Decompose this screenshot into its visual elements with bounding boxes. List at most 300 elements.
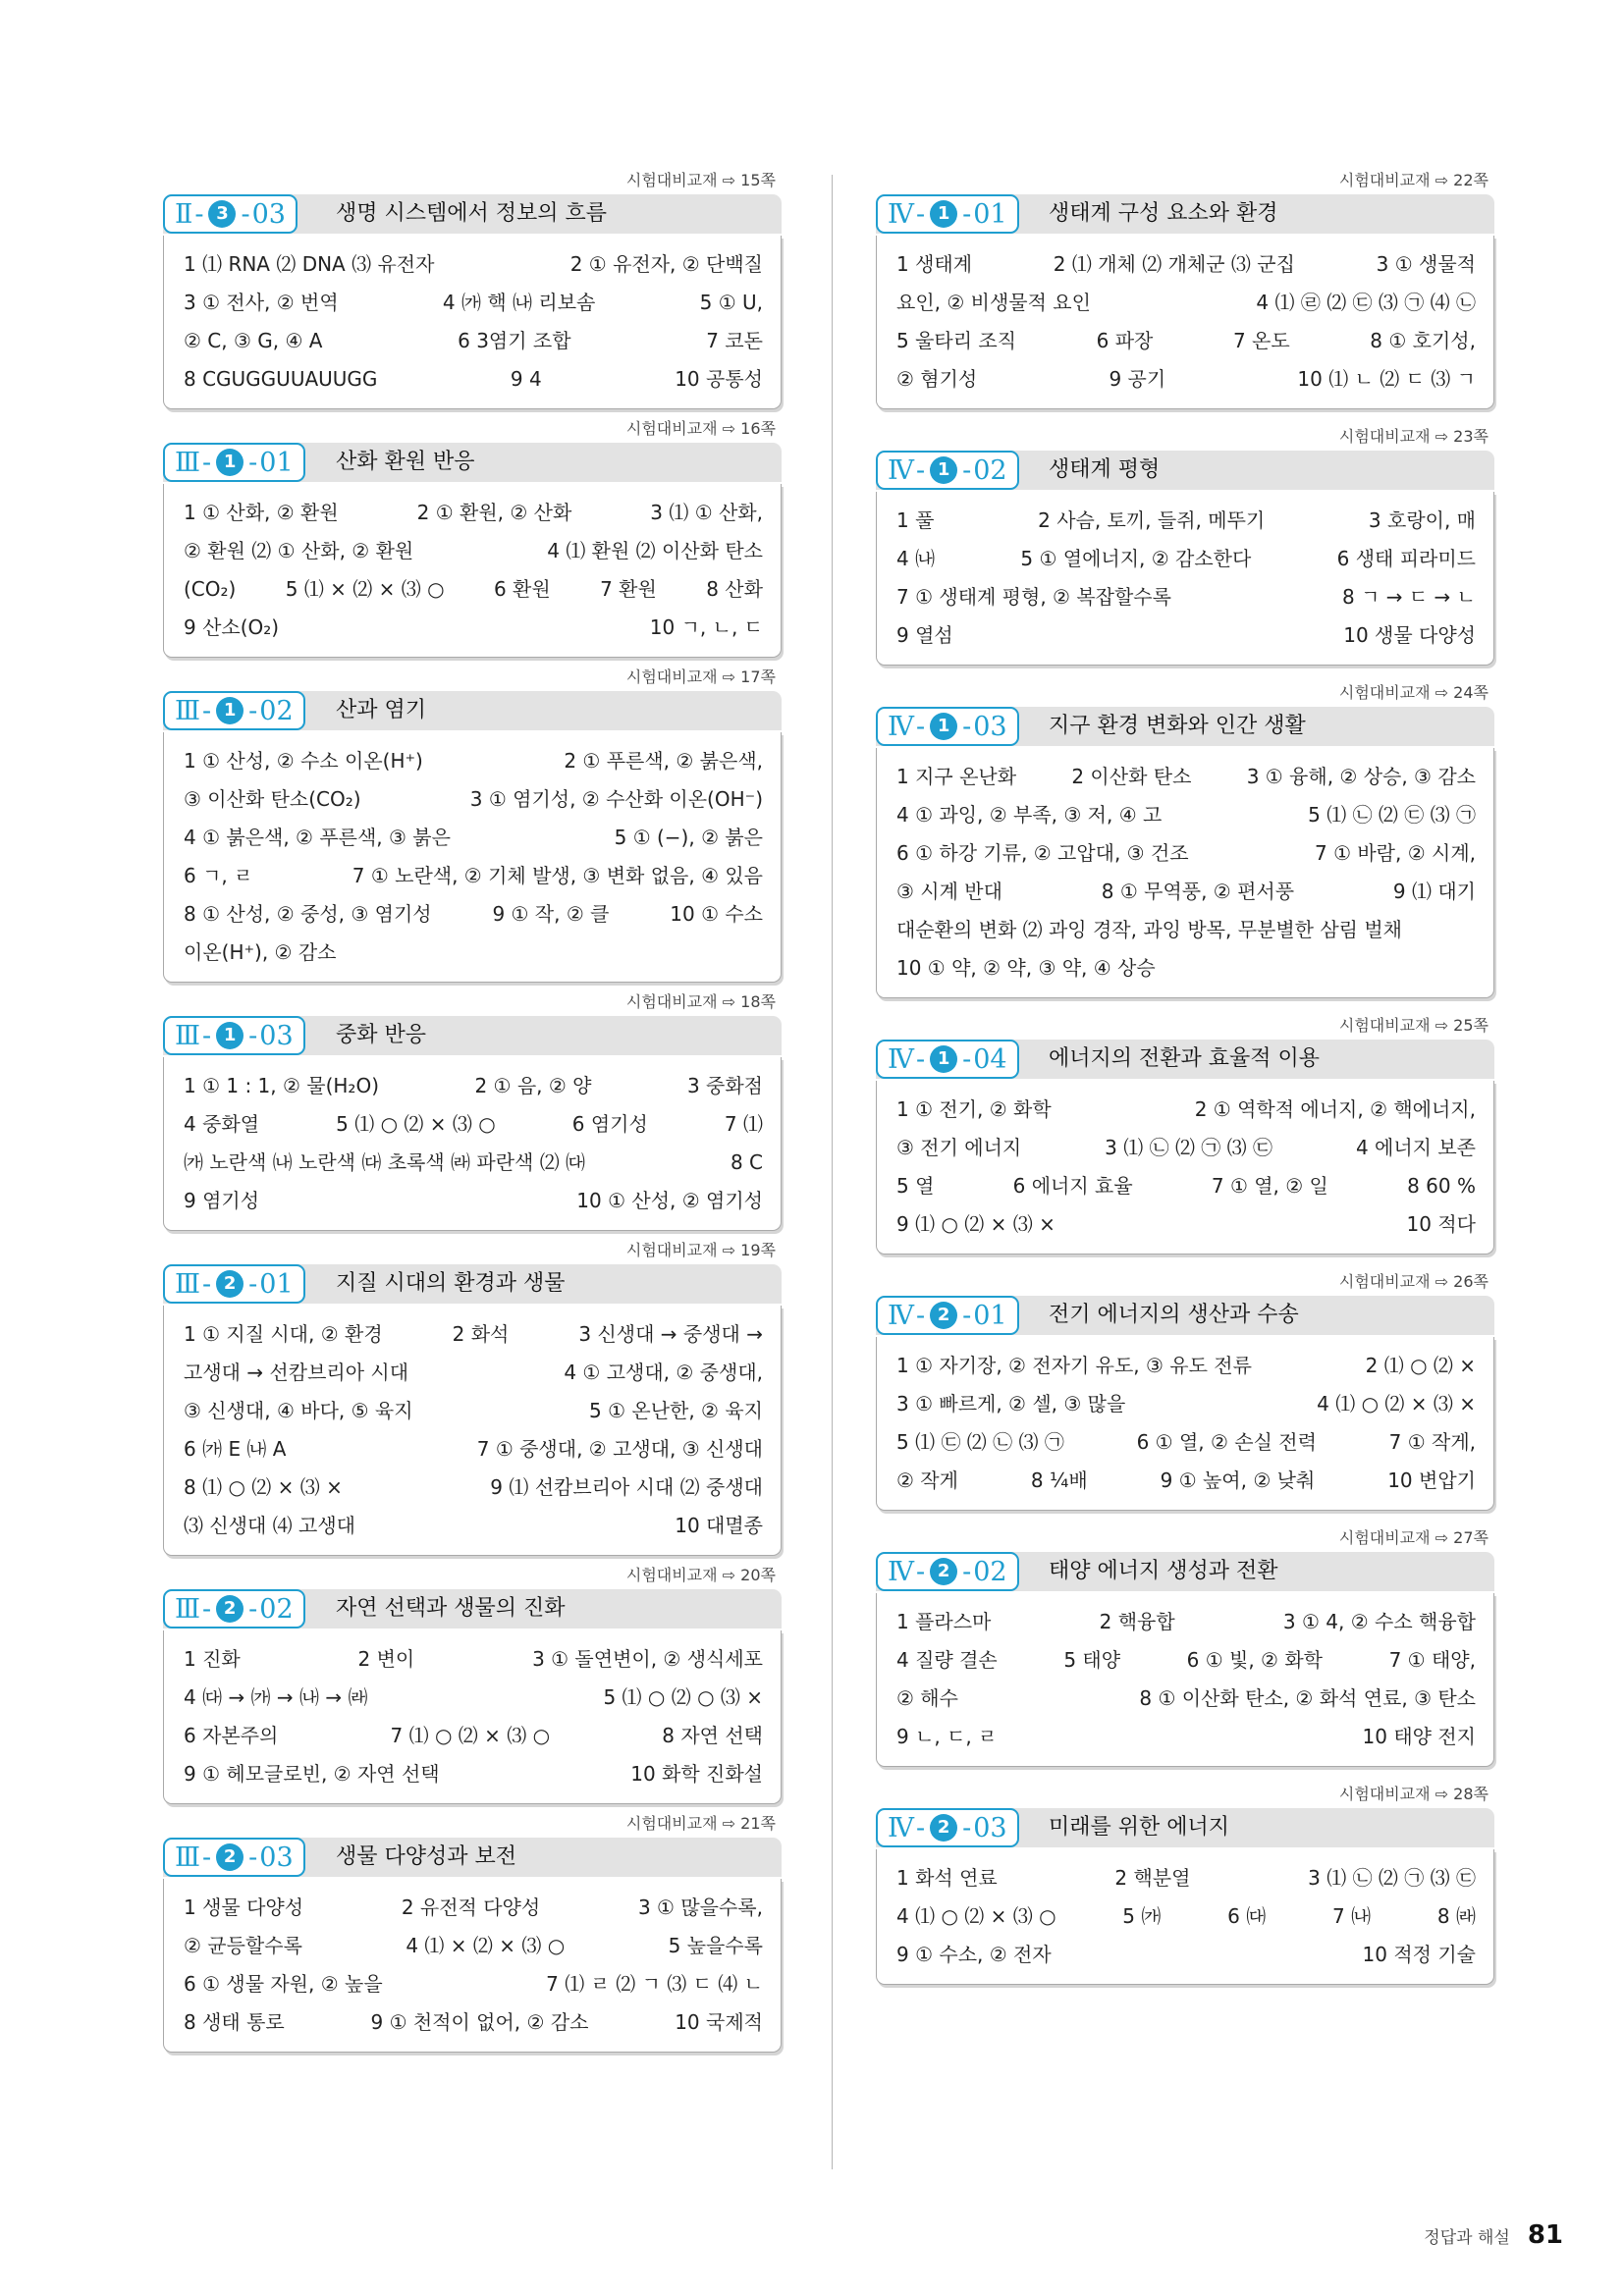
lesson-number: 01 <box>973 1300 1007 1331</box>
lesson-number: 04 <box>973 1043 1007 1075</box>
answer-item: 5 ① (−), ② 붉은 <box>614 826 763 849</box>
answer-item: 1 지구 온난화 <box>896 765 1017 788</box>
answer-item: 8 ① 산성, ② 중성, ③ 염기성 <box>184 902 432 926</box>
unit-roman-numeral: Ⅲ <box>175 695 201 726</box>
section-title: 지질 시대의 환경과 생물 <box>336 1271 566 1296</box>
answer-line <box>184 1640 763 1679</box>
answer-box <box>876 236 1494 409</box>
answer-item: 2 ① 유전자, ② 단백질 <box>569 252 763 276</box>
answer-item: 4 ① 붉은색, ② 푸른색, ③ 붉은 <box>184 826 451 849</box>
answer-item: 3 ⑴ ㉡ ⑵ ㉠ ⑶ ㉢ <box>1105 1136 1273 1159</box>
answer-item: 8 ㄱ → ㄷ → ㄴ <box>1342 585 1476 609</box>
section-number-tag <box>163 1589 305 1629</box>
section-header <box>163 1016 782 1057</box>
answer-section <box>876 681 1494 998</box>
dash-separator: - <box>915 1556 926 1587</box>
answer-line <box>896 578 1476 616</box>
dash-separator: - <box>248 1020 258 1051</box>
answer-item: 4 ⑴ × ⑵ × ⑶ ○ <box>406 1934 566 1957</box>
answer-box <box>876 1593 1494 1767</box>
unit-roman-numeral: Ⅳ <box>888 1300 914 1331</box>
dash-separator: - <box>962 1043 972 1075</box>
answer-item: 2 ⑴ 개체 ⑵ 개체군 ⑶ 군집 <box>1053 252 1295 276</box>
answer-item: 10 ① 수소 <box>670 902 763 926</box>
answer-item: 2 ① 역학적 에너지, ② 핵에너지, <box>1194 1097 1476 1121</box>
dash-separator: - <box>194 198 204 230</box>
answer-item: 4 에너지 보존 <box>1355 1136 1476 1159</box>
answer-item: 10 국제적 <box>675 2010 763 2034</box>
section-number-tag <box>163 194 298 234</box>
left-column <box>163 169 782 2053</box>
answer-item: ② 혐기성 <box>896 367 978 391</box>
answer-section <box>876 169 1494 409</box>
answer-line <box>184 322 763 360</box>
answer-line <box>184 1182 763 1220</box>
answer-item: 10 화학 진화설 <box>630 1762 763 1786</box>
answer-item: 5 울타리 조직 <box>896 329 1017 352</box>
answer-item: 7 ① 노란색, ② 기체 발생, ③ 변화 없음, ④ 있음 <box>352 864 763 887</box>
answer-item: 이온(H⁺), ② 감소 <box>184 940 337 964</box>
answer-item: 1 ① 산성, ② 수소 이온(H⁺) <box>184 749 423 773</box>
lesson-number: 01 <box>259 1268 294 1300</box>
answer-line <box>896 949 1476 988</box>
dash-separator: - <box>962 711 972 742</box>
answer-item: 5 ① 온난한, ② 육지 <box>589 1399 763 1422</box>
answer-section <box>876 1526 1494 1767</box>
answer-item: 4 ㈏ <box>896 547 936 570</box>
answer-line <box>184 1717 763 1755</box>
answer-box <box>876 748 1494 998</box>
answer-section <box>163 1564 782 1804</box>
section-header <box>163 443 782 484</box>
chapter-circle-number: 2 <box>216 1595 244 1623</box>
answer-item: 10 ① 산성, ② 염기성 <box>576 1189 763 1212</box>
answer-item: 6 ㄱ, ㄹ <box>184 864 253 887</box>
answer-item: 8 ¼배 <box>1030 1468 1088 1492</box>
section-title: 자연 선택과 생물의 진화 <box>336 1596 566 1621</box>
unit-roman-numeral: Ⅳ <box>888 1043 914 1075</box>
dash-separator: - <box>915 1300 926 1331</box>
answer-item: 9 염기성 <box>184 1189 260 1212</box>
answer-section <box>876 425 1494 666</box>
answer-item: 8 생태 통로 <box>184 2010 285 2034</box>
answer-line <box>896 834 1476 873</box>
answer-item: 3 ⑴ ① 산화, <box>650 501 763 524</box>
answer-item: 5 ⑴ ㉢ ⑵ ㉡ ⑶ ㉠ <box>896 1430 1064 1454</box>
textbook-reference: 시험대비교재 ⇨ 16쪽 <box>625 419 776 438</box>
lesson-number: 03 <box>259 1842 294 1873</box>
column-divider <box>832 175 833 2169</box>
answer-item: 2 이산화 탄소 <box>1071 765 1192 788</box>
answer-item: 9 4 <box>510 367 542 391</box>
answer-item: 7 ① 태양, <box>1388 1648 1476 1672</box>
lesson-number: 01 <box>259 447 294 478</box>
chapter-circle-number: 1 <box>216 697 244 724</box>
answer-item: ② C, ③ G, ④ A <box>184 329 323 352</box>
answer-item: 10 ⑴ ㄴ ⑵ ㄷ ⑶ ㄱ <box>1297 367 1476 391</box>
dash-separator: - <box>915 711 926 742</box>
answer-line <box>896 1347 1476 1385</box>
answer-item: 2 ① 푸른색, ② 붉은색, <box>564 749 763 773</box>
answer-item: 9 ① 높여, ② 낮춰 <box>1160 1468 1316 1492</box>
answer-item: 1 풀 <box>896 508 935 532</box>
dash-separator: - <box>202 1593 212 1625</box>
answer-item: 9 ① 수소, ② 전자 <box>896 1943 1052 1966</box>
chapter-circle-number: 2 <box>216 1843 244 1871</box>
answer-item: ⑶ 신생대 ⑷ 고생대 <box>184 1514 355 1537</box>
answer-item: 4 ⑴ ○ ⑵ × ⑶ ○ <box>896 1904 1056 1928</box>
answer-line <box>896 245 1476 284</box>
section-header <box>876 451 1494 492</box>
answer-item: 8 산화 <box>706 577 763 601</box>
section-header <box>876 1552 1494 1593</box>
section-title: 산과 염기 <box>336 698 427 722</box>
answer-section <box>876 1783 1494 1985</box>
answer-item: 8 ① 이산화 탄소, ② 화석 연료, ③ 탄소 <box>1139 1686 1476 1710</box>
answer-line <box>184 1144 763 1182</box>
lesson-number: 03 <box>259 1020 294 1051</box>
dash-separator: - <box>962 1556 972 1587</box>
answer-item: 3 ① 염기성, ② 수산화 이온(OH⁻) <box>469 787 763 811</box>
answer-item: 9 ⑴ 선캄브리아 시대 ⑵ 중생대 <box>490 1475 763 1499</box>
answer-box <box>163 484 782 658</box>
answer-item: 대순환의 변화 ⑵ 과잉 경작, 과잉 방목, 무분별한 삼림 벌채 <box>896 918 1402 941</box>
answer-section <box>163 990 782 1231</box>
unit-roman-numeral: Ⅲ <box>175 1593 201 1625</box>
answer-item: 9 ㄴ, ㄷ, ㄹ <box>896 1725 998 1748</box>
answer-item: 3 호랑이, 매 <box>1368 508 1476 532</box>
answer-item: 2 사슴, 토끼, 들쥐, 메뚜기 <box>1038 508 1266 532</box>
section-header <box>163 194 782 236</box>
lesson-number: 02 <box>259 1593 294 1625</box>
answer-line <box>896 873 1476 911</box>
dash-separator: - <box>202 1268 212 1300</box>
section-title: 중화 반응 <box>336 1023 427 1047</box>
chapter-circle-number: 1 <box>216 449 244 476</box>
section-number-tag <box>876 1296 1019 1335</box>
textbook-reference: 시험대비교재 ⇨ 26쪽 <box>1338 1272 1489 1291</box>
section-number-tag <box>163 691 305 730</box>
answer-item: 3 ① 융해, ② 상승, ③ 감소 <box>1246 765 1476 788</box>
dash-separator: - <box>915 1043 926 1075</box>
answer-item: 4 ㈎ 핵 ㈏ 리보솜 <box>442 291 596 314</box>
answer-item: 3 ⑴ ㉡ ⑵ ㉠ ⑶ ㉢ <box>1308 1866 1476 1890</box>
answer-item: 8 60 % <box>1407 1174 1476 1198</box>
unit-roman-numeral: Ⅳ <box>888 198 914 230</box>
answer-item: 고생대 → 선캄브리아 시대 <box>184 1361 409 1384</box>
answer-line <box>896 758 1476 796</box>
dash-separator: - <box>241 198 250 230</box>
answer-item: 4 ① 과잉, ② 부족, ③ 저, ④ 고 <box>896 803 1163 827</box>
section-header <box>876 1808 1494 1849</box>
answer-item: 10 변압기 <box>1387 1468 1476 1492</box>
answer-box <box>876 1081 1494 1255</box>
answer-item: 6 3염기 조합 <box>458 329 571 352</box>
answer-item: 6 생태 피라미드 <box>1336 547 1476 570</box>
answer-item: 5 ⑴ × ⑵ × ⑶ ○ <box>285 577 445 601</box>
answer-item: 3 ① 많을수록, <box>637 1896 763 1919</box>
answer-line <box>184 360 763 399</box>
section-number-tag <box>163 443 305 482</box>
answer-item: 6 염기성 <box>571 1112 648 1136</box>
chapter-circle-number: 2 <box>930 1814 957 1842</box>
answer-line <box>896 1936 1476 1974</box>
page-footer <box>1424 2220 1563 2250</box>
answer-item: 7 온도 <box>1232 329 1290 352</box>
section-title: 생태계 평형 <box>1049 457 1161 482</box>
dash-separator: - <box>915 1812 926 1843</box>
dash-separator: - <box>202 1842 212 1873</box>
answer-item: 6 자본주의 <box>184 1724 279 1747</box>
answer-section <box>876 1014 1494 1255</box>
answer-item: 5 ① 열에너지, ② 감소한다 <box>1020 547 1252 570</box>
section-number-tag <box>163 1016 305 1055</box>
answer-item: 8 C <box>730 1150 763 1174</box>
answer-item: 7 ⑴ ○ ⑵ × ⑶ ○ <box>390 1724 551 1747</box>
answer-line <box>896 1091 1476 1129</box>
section-header <box>163 1838 782 1879</box>
answer-line <box>896 284 1476 322</box>
answer-item: 7 ① 열, ② 일 <box>1211 1174 1328 1198</box>
answer-item: 9 ⑴ ○ ⑵ × ⑶ × <box>896 1212 1056 1236</box>
lesson-number: 01 <box>973 198 1007 230</box>
section-header <box>876 1040 1494 1081</box>
lesson-number: 03 <box>251 198 286 230</box>
textbook-reference: 시험대비교재 ⇨ 20쪽 <box>625 1566 776 1584</box>
answer-item: 요인, ② 비생물적 요인 <box>896 291 1091 314</box>
answer-item: 7 코돈 <box>706 329 763 352</box>
answer-line <box>184 532 763 570</box>
answer-line <box>184 1105 763 1144</box>
answer-line <box>184 780 763 819</box>
answer-item: 3 ① 빠르게, ② 셀, ③ 많을 <box>896 1392 1126 1415</box>
answer-item: 2 ⑴ ○ ⑵ × <box>1365 1354 1476 1377</box>
answer-item: 2 ① 음, ② 양 <box>474 1074 592 1097</box>
answer-item: 5 열 <box>896 1174 935 1198</box>
answer-item: 10 태양 전지 <box>1362 1725 1476 1748</box>
dash-separator: - <box>962 198 972 230</box>
answer-item: 8 자연 선택 <box>662 1724 763 1747</box>
section-title: 지구 환경 변화와 인간 생활 <box>1049 714 1306 738</box>
answer-line <box>184 1965 763 2003</box>
answer-line <box>896 1859 1476 1897</box>
answer-item: 1 ① 자기장, ② 전자기 유도, ③ 유도 전류 <box>896 1354 1252 1377</box>
answer-item: 7 ① 작게, <box>1388 1430 1476 1454</box>
answer-line <box>184 609 763 647</box>
answer-item: 2 핵분열 <box>1114 1866 1191 1890</box>
answer-line <box>184 1354 763 1392</box>
answer-item: 2 ① 환원, ② 산화 <box>416 501 572 524</box>
section-number-tag <box>876 451 1019 490</box>
answer-item: 1 ① 1 : 1, ② 물(H₂O) <box>184 1074 379 1097</box>
answer-item: 4 ⑴ ㉣ ⑵ ㉢ ⑶ ㉠ ⑷ ㉡ <box>1256 291 1476 314</box>
answer-box <box>876 492 1494 666</box>
unit-roman-numeral: Ⅳ <box>888 454 914 486</box>
lesson-number: 02 <box>973 454 1007 486</box>
answer-item: 6 ㈎ E ㈏ A <box>184 1437 287 1461</box>
dash-separator: - <box>915 454 926 486</box>
textbook-reference: 시험대비교재 ⇨ 15쪽 <box>625 171 776 189</box>
answer-section <box>163 1812 782 2053</box>
answer-section <box>163 169 782 409</box>
section-title: 에너지의 전환과 효율적 이용 <box>1049 1046 1321 1071</box>
answer-item: 5 ㈎ <box>1122 1904 1162 1928</box>
answer-line <box>896 1205 1476 1244</box>
answer-item: 6 파장 <box>1096 329 1154 352</box>
answer-item: 9 열섬 <box>896 623 953 647</box>
answer-item: ② 균등할수록 <box>184 1934 302 1957</box>
answer-item: 1 화석 연료 <box>896 1866 998 1890</box>
dash-separator: - <box>202 1020 212 1051</box>
answer-box <box>876 1849 1494 1985</box>
answer-line <box>184 1392 763 1430</box>
section-number-tag <box>163 1838 305 1877</box>
textbook-reference: 시험대비교재 ⇨ 27쪽 <box>1338 1528 1489 1547</box>
answer-item: 7 환원 <box>600 577 657 601</box>
textbook-reference: 시험대비교재 ⇨ 22쪽 <box>1338 171 1489 189</box>
answer-line <box>184 1889 763 1927</box>
answer-section <box>876 1270 1494 1511</box>
answer-item: 3 ① 4, ② 수소 핵융합 <box>1282 1610 1476 1633</box>
lesson-number: 02 <box>259 695 294 726</box>
unit-roman-numeral: Ⅲ <box>175 447 201 478</box>
answer-line <box>896 1897 1476 1936</box>
answer-item: 7 ① 바람, ② 시계, <box>1314 841 1476 865</box>
chapter-circle-number: 1 <box>930 1045 957 1073</box>
section-header <box>876 1296 1494 1337</box>
answer-item: 9 ① 헤모글로빈, ② 자연 선택 <box>184 1762 440 1786</box>
answer-line <box>184 1315 763 1354</box>
answer-item: ③ 시계 반대 <box>896 880 1002 903</box>
dash-separator: - <box>962 1300 972 1331</box>
answer-box <box>163 1879 782 2053</box>
chapter-circle-number: 1 <box>930 456 957 484</box>
answer-line <box>184 1067 763 1105</box>
answer-item: 5 ⑴ ○ ⑵ × ⑶ ○ <box>336 1112 496 1136</box>
answer-item: 3 신생대 → 중생대 → <box>578 1322 763 1346</box>
textbook-reference: 시험대비교재 ⇨ 25쪽 <box>1338 1016 1489 1035</box>
section-number-tag <box>876 1808 1019 1847</box>
dash-separator: - <box>248 1842 258 1873</box>
answer-item: ② 작게 <box>896 1468 958 1492</box>
chapter-circle-number: 1 <box>216 1022 244 1049</box>
dash-separator: - <box>202 447 212 478</box>
answer-item: 9 공기 <box>1109 367 1166 391</box>
answer-item: 10 적정 기술 <box>1362 1943 1476 1966</box>
answer-line <box>184 570 763 609</box>
answer-line <box>896 1423 1476 1462</box>
answer-line <box>184 1679 763 1717</box>
answer-item: 7 ① 중생대, ② 고생대, ③ 신생대 <box>476 1437 763 1461</box>
answer-item: 4 질량 결손 <box>896 1648 998 1672</box>
lesson-number: 03 <box>973 1812 1007 1843</box>
textbook-reference: 시험대비교재 ⇨ 17쪽 <box>625 667 776 686</box>
answer-item: 9 산소(O₂) <box>184 615 280 639</box>
answer-item: (CO₂) <box>184 577 237 601</box>
section-title: 생명 시스템에서 정보의 흐름 <box>336 201 608 226</box>
answer-item: ② 환원 ⑵ ① 산화, ② 환원 <box>184 539 414 562</box>
answer-item: 4 ① 고생대, ② 중생대, <box>564 1361 763 1384</box>
answer-line <box>184 284 763 322</box>
answer-item: 4 ㈐ → ㈎ → ㈏ → ㈑ <box>184 1685 368 1709</box>
answer-item: 6 ① 하강 기류, ② 고압대, ③ 건조 <box>896 841 1189 865</box>
section-number-tag <box>163 1264 305 1304</box>
section-header <box>876 194 1494 236</box>
page-number: 81 <box>1527 2220 1563 2250</box>
answer-item: 7 ⑴ ㄹ ⑵ ㄱ ⑶ ㄷ ⑷ ㄴ <box>546 1972 763 1996</box>
answer-item: 1 ① 지질 시대, ② 환경 <box>184 1322 383 1346</box>
section-title: 전기 에너지의 생산과 수송 <box>1049 1303 1299 1327</box>
answer-line <box>184 934 763 972</box>
answer-line <box>896 1603 1476 1641</box>
dash-separator: - <box>248 447 258 478</box>
answer-box <box>163 1630 782 1804</box>
answer-line <box>184 494 763 532</box>
answer-line <box>896 502 1476 540</box>
answer-item: 3 ① 생물적 <box>1376 252 1476 276</box>
answer-line <box>896 1680 1476 1718</box>
chapter-circle-number: 1 <box>930 713 957 740</box>
answer-item: 8 CGUGGUUAUUGG <box>184 367 378 391</box>
dash-separator: - <box>248 1268 258 1300</box>
dash-separator: - <box>202 695 212 726</box>
answer-line <box>896 540 1476 578</box>
answer-item: 2 핵융합 <box>1099 1610 1175 1633</box>
textbook-reference: 시험대비교재 ⇨ 21쪽 <box>625 1814 776 1833</box>
answer-item: 8 ㈑ <box>1436 1904 1476 1928</box>
dash-separator: - <box>962 1812 972 1843</box>
unit-roman-numeral: Ⅱ <box>175 198 193 230</box>
answer-item: 9 ① 작, ② 클 <box>492 902 610 926</box>
answer-line <box>896 911 1476 949</box>
answer-item: 1 ① 전기, ② 화학 <box>896 1097 1052 1121</box>
answer-item: 5 ⑴ ㉡ ⑵ ㉢ ⑶ ㉠ <box>1308 803 1476 827</box>
lesson-number: 03 <box>973 711 1007 742</box>
answer-item: 2 화석 <box>452 1322 510 1346</box>
answer-item: 9 ⑴ 대기 <box>1392 880 1476 903</box>
answer-item: 3 ① 전사, ② 번역 <box>184 291 339 314</box>
answer-box <box>163 732 782 983</box>
answer-line <box>184 819 763 857</box>
answer-item: ③ 전기 에너지 <box>896 1136 1022 1159</box>
dash-separator: - <box>248 695 258 726</box>
section-number-tag <box>876 707 1019 746</box>
answer-item: 1 진화 <box>184 1647 241 1671</box>
right-column <box>876 169 1494 1985</box>
dash-separator: - <box>915 198 926 230</box>
answer-item: 2 유전적 다양성 <box>401 1896 541 1919</box>
answer-item: 4 중화열 <box>184 1112 260 1136</box>
answer-item: 1 ① 산화, ② 환원 <box>184 501 339 524</box>
textbook-reference: 시험대비교재 ⇨ 28쪽 <box>1338 1785 1489 1803</box>
answer-item: 10 생물 다양성 <box>1343 623 1476 647</box>
section-title: 산화 환원 반응 <box>336 450 475 474</box>
answer-section <box>163 666 782 983</box>
lesson-number: 02 <box>973 1556 1007 1587</box>
answer-item: ③ 이산화 탄소(CO₂) <box>184 787 361 811</box>
answer-line <box>896 1129 1476 1167</box>
answer-item: 1 생태계 <box>896 252 973 276</box>
answer-item: 6 환원 <box>493 577 551 601</box>
answer-item: 3 ① 돌연변이, ② 생식세포 <box>532 1647 763 1671</box>
answer-line <box>184 742 763 780</box>
answer-item: 7 ㈏ <box>1332 1904 1372 1928</box>
answer-line <box>184 895 763 934</box>
textbook-reference: 시험대비교재 ⇨ 19쪽 <box>625 1241 776 1259</box>
answer-box <box>163 236 782 409</box>
answer-line <box>896 616 1476 655</box>
answer-line <box>896 1641 1476 1680</box>
